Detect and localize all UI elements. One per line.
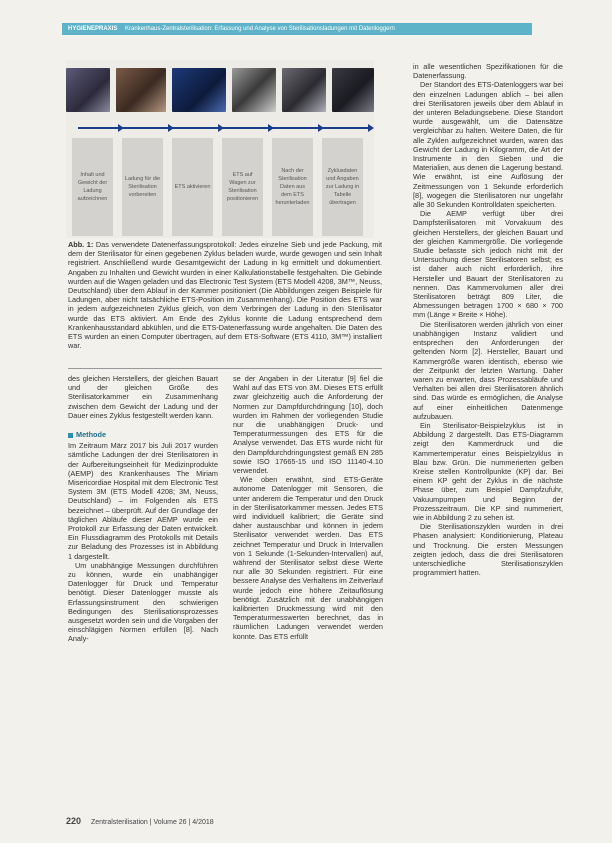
- flow-step-5: Nach der Sterilisation Daten aus dem ETS herunterladen: [272, 138, 313, 236]
- paragraph-intro: des gleichen Herstellers, der gleichen Bauart und der gleichen Größe des Sterilisatorkammer ein Zusammenhang zwischen dem Gewicht der Ladung und der Dauer eines Zyklus festgestellt werden kann.: [68, 374, 218, 420]
- flow-step-3: ETS aktivieren: [172, 138, 213, 236]
- header-band: [62, 23, 532, 35]
- flow-step-4: ETS auf Wagen zur Sterilisation positionieren: [222, 138, 263, 236]
- caption-divider: [68, 368, 382, 369]
- paragraph: Im Zeitraum März 2017 bis Juli 2017 wurden sämtliche Ladungen der drei Sterilisatoren in der Aufbereitungseinheit für Medizinprodukte (AEMP) des Krankenhauses The Miriam Misericordiae Hospital mit dem Electronic Test System 3M (ETS Modell 4208; 3M, Neuss, Deutschland) – im Folgenden als ETS bezeichnet – überprüft. Auf der Grundlage der täglichen Abläufe dieser AEMP wurde ein Protokoll zur Erfassung der Daten entwickelt. Ein Flussdiagramm des Protokolls mit Details zur Beladung des Prozesses ist in Abbildung 1 dargestellt.: [68, 441, 218, 561]
- photo-sterilizer-1: [66, 68, 110, 112]
- photo-computer: [282, 68, 326, 112]
- paragraph: Die Sterilisatoren werden jährlich von einer unabhängigen Instanz validiert und entsprechen den Anforderungen der geltenden Norm [2]. Hersteller, Bauart und Kammergröße waren identisch, ebenso wie der Zeitpunkt der letzten Wartung. Daher waren zu erwarten, dass Prozessabläufe und Verhalten bei allen drei Sterilisatoren ähnlich sind. Das würde es ermöglichen, die Analyse auf einer einheitlichen Datenmenge aufzubauen.: [413, 319, 563, 421]
- figure-photo-strip: [66, 60, 374, 114]
- header-section-tag: HYGIENEPRAXIS: [68, 26, 118, 32]
- flow-step-2: Ladung für die Sterilisation vorbereiten: [122, 138, 163, 236]
- paragraph: Um unabhängige Messungen durchführen zu können, wurde ein unabhängiger Datenlogger für Druck und Temperatur benötigt. Dieser Datenlogger musste als Erfassungsinstrument den schwierigen Bedingungen des Sterilisationsprozesses ausgesetzt worden sein und die Vorgaben der einschlägigen Normen erfüllen [8]. Nach Analy-: [68, 560, 218, 644]
- flow-arrow-head: [368, 124, 374, 132]
- photo-loading-cart: [232, 68, 276, 112]
- section-heading-methode: [68, 430, 218, 439]
- flow-arrow-head: [218, 124, 224, 132]
- flow-arrow-head: [268, 124, 274, 132]
- caption-text: Das verwendete Datenerfassungsprotokoll: Jedes einzelne Sieb und jede Packung, mit dem der Sterilisator für einen gegebenen Zyklus beladen wurde, wurde gewogen und sein Inhalt registriert. Anschließend wurde Gesamtgewicht der Ladung in kg ermittelt und dokumentiert. Angaben zu Inhalten und Gewicht wurden in einer Kalkulationstabelle festgehalten. Die Gebinde wurden auf die Wagen geladen und das Electronic Test System (ETS Modell 4208, 3M™, Neuss, Deutschland) über dem Ablauf in der Kammer positioniert (Die Abbildungen zeigen Beispiele für Ladungen, aber nicht tatsächliche ETS-Position im Zusammenhang). Die Position des ETS war in jedem aufgezeichneten Zyklus gleich, von dem Verbringen der Ladung in den Sterilisator wurde das ETS aktiviert. Am Ende des Zyklus konnte die Ladung entsprechend dem Krankenhausstandard abkühlen, und die ETS-Datenerfassung wurde angehalten. Die Daten des ETS wurden an einen Computer übertragen, auf dem ETS-Software (ETS 4110, 3M™) installiert war.: [68, 240, 382, 351]
- flow-arrow-head: [168, 124, 174, 132]
- caption-label: Abb. 1:: [68, 240, 94, 249]
- journal-info: Zentralsterilisation | Volume 26 | 4/2018: [90, 819, 214, 826]
- section-heading-label: Methode: [76, 430, 106, 440]
- page-footer: [66, 816, 214, 826]
- paragraph: Der Standort des ETS-Datenloggers war bei den einzelnen Ladungen ablich – bei allen drei Sterilisatoren jeweils über dem Ablauf in der unteren Beladungsebene. Diese Standort wurde ausgewählt, um die Datensätze vergleichbar zu halten. Weitere Daten, die für alle Zyklen aufgezeichnet wurden, waren das Gewicht der Ladung in Kilogramm, die Art der Instrumente in den Sieben und die Materialien, aus denen die Lagerung bestand. Wie erwähnt, ist eine Auflösung der Zeitmessungen von 1 Sekunde erforderlich [8], wogegen die Sterilisatoren nur ungefähr alle 30 Sekunden Kontrolldaten speicherten.: [413, 80, 563, 210]
- photo-data-transfer: [332, 68, 374, 112]
- header-article-title: Krankenhaus-Zentralsterilisation: Erfassung und Analyse von Sterilisationsladungen mit Datenloggern: [125, 26, 395, 32]
- figure-1: [66, 60, 374, 238]
- paragraph: Wie oben erwähnt, sind ETS-Geräte autonome Datenlogger mit Sensoren, die unter anderem die Temperatur und den Druck in der Sterilisatorkammer messen. Jedes ETS wird individuell kalibriert; die Geräte sind daher austauschbar und können in jedem Sterilisator verwendet werden. Das ETS zeichnet Temperatur und Druck in Intervallen von 1 Sekunde (1-Sekunden-Intervallen) auf, während der Sterilisator selbst diese Werte nur alle 30 Sekunden registriert. Für eine bessere Analyse des Verhaltens im Zeitverlauf wurde jedoch eine höhere Zeitauflösung benötigt. Zusätzlich mit der unabhängigen kalibrierten Druckmessung wird mit den Temperaturmesswerten berechnet, das in räumlichen Ladungen verwendet werden konnte. Das ETS erfüllt: [233, 475, 383, 641]
- text-column-left: [68, 374, 218, 644]
- text-column-right: [413, 62, 563, 577]
- flow-step-6: Zyklusdaten und Angaben zur Ladung in Tabelle übertragen: [322, 138, 363, 236]
- photo-ets-device: [172, 68, 226, 112]
- paragraph: Die AEMP verfügt über drei Dampfsterilisatoren mit Vorvakuum des gleichen Herstellers, der gleichen Bauart und der gleichen Kammergröße. Die vorliegende Studie befasste sich jedoch nicht mit der Untersuchung dieser Sterilisatoren selbst; es ist daher auch nicht erforderlich, ihre Hersteller und Bauart der Sterilisatoren zu nennen. Das Kammervolumen aller drei Sterilisatoren beträgt 809 Liter, die Abmessungen betragen 1700 × 680 × 700 mm (Länge × Breite × Höhe).: [413, 209, 563, 320]
- flow-arrow-head: [118, 124, 124, 132]
- flow-arrow-head: [318, 124, 324, 132]
- paragraph: se der Angaben in der Literatur [9] fiel die Wahl auf das ETS von 3M. Dieses ETS erfüllt zwar gleichzeitig auch die Anforderung der Normen zur Dampfdurchdringung [10], doch wurden im Rahmen der vorliegenden Studie nur die unabhängigen Druck- und Temperaturmessungen des ETS für die Analyse verwendet. Das ETS wurde nicht für den Dampfdurchdringungstest gemäß EN 285 sowie ISO 17665-15 und ISO 11140-4.10 verwendet.: [233, 374, 383, 476]
- page-number: 220: [66, 816, 82, 826]
- process-flow-diagram: [66, 124, 374, 234]
- photo-sterilizer-2: [116, 68, 166, 112]
- text-column-middle: [233, 374, 383, 641]
- figure-caption: [68, 240, 382, 350]
- paragraph: Ein Sterilisator-Beispielzyklus ist in Abbildung 2 dargestellt. Das ETS-Diagramm zeigt den Kammerdruck und die Kammertemperatur eines Beispielzyklus in Blau bzw. Grün. Die nummerierten gelben Kreise stellen Kontrollpunkte (KP) dar. Bei einem KP geht der Zyklus in die nächste Phase über, zum Beispiel Dampfzufuhr, Vakuumpumpen und Beginn der Prozesszeitraum. Die KP sind nummeriert, wie in Abbildung 2 zu sehen ist.: [413, 420, 563, 522]
- paragraph: Die Sterilisationszyklen wurden in drei Phasen analysiert: Konditionierung, Plateau und Trocknung. Die ersten Messungen zeigten jedoch, dass die drei Sterilisatoren unterschiedliche Sterilisationszyklen programmiert hatten.: [413, 522, 563, 578]
- paragraph: in alle wesentlichen Spezifikationen für die Datenerfassung.: [413, 62, 563, 81]
- flow-step-1: Inhalt und Gewicht der Ladung aufzeichnen: [72, 138, 113, 236]
- section-square-icon: [68, 433, 73, 438]
